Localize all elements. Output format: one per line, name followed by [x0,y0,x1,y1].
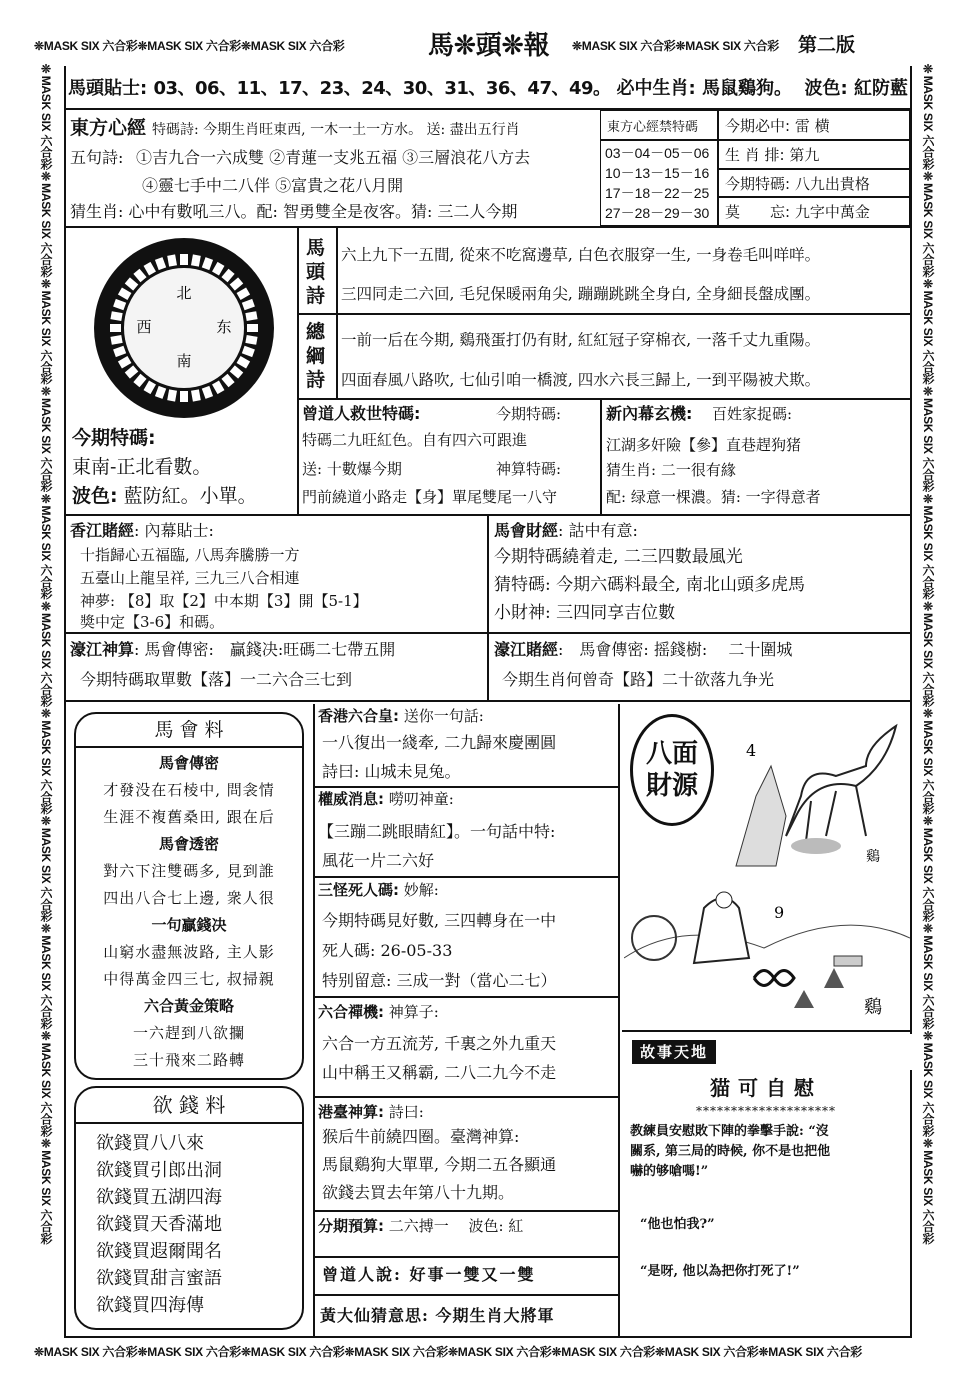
special-line: 東南-正北看數。 [72,456,212,478]
border-pattern-text: ❊MASK SIX 六合彩 [39,384,53,492]
yuqian-panel [74,1086,304,1330]
mahui-panel [74,712,304,1080]
zeng-line: 神算特碼: [496,460,562,478]
border-pattern-text: ❊MASK SIX 六合彩 [921,62,935,170]
story-title: 猫可自慰 [710,1076,822,1100]
forbidden-row: 27－28－29－30 [605,205,710,221]
border-pattern-text: ❊MASK SIX 六合彩 [921,276,935,385]
haojiang-du-header: 濠江賭經: 馬會傳密: 摇錢樹: 二十圍城 [494,640,793,659]
haojiang-shen-line: 今期特碼取單數【落】一二六合三七到 [80,670,353,689]
wave-label: 波色: [804,78,848,99]
east-poem: 特碼詩: 今期生肖旺東西, 一木一土一方水。 送: 盡出五行肖 [152,122,520,138]
horse-poem-title: 馬頭詩 [306,237,326,307]
story-divider: ******************** [696,1104,836,1118]
compass-dial [88,232,280,424]
border-pattern-text: ❊MASK SIX 六合彩 [39,491,53,600]
compass-north: 北 [176,284,192,302]
border-pattern-text: ❊MASK SIX 六合彩 [137,39,241,53]
sanguai-line: 特别留意: 三成一對（當心二七） [322,971,557,990]
border-pattern-text: ❊MASK SIX 六合彩 [39,599,53,707]
zeng-says: 曾道人說: 好事一雙又一雙 [322,1265,536,1284]
border-pattern-text: ❊MASK SIX 六合彩 [39,706,53,815]
horse-poem-line: 三四同走二六回, 毛兒保暖兩角尖, 蹦蹦跳跳全身白, 全身細長盤成團。 [341,285,821,303]
gangtai-line: 馬鼠鷄狗大單單, 今期二五各顯通 [322,1155,557,1174]
zeng-title: 曾道人救世特碼: [302,404,421,423]
chicken-char: 鷄 [864,997,882,1018]
yuqian-item: 欲錢買五湖四海 [96,1187,222,1208]
bamian-logo: 八面財源 [630,714,714,826]
compass-tick [180,254,188,265]
tips-numbers: 03、06、11、17、23、24、30、31、36、47、49。 [153,78,611,99]
mahui-section-title: 六合黃金策略 [143,997,234,1015]
mahui-line: 對六下注雙碼多, 見到誰 [103,862,275,880]
xiangjiang-line: 神夢: 【8】取【2】中本期【3】開【5-1】 [80,592,368,610]
quanwei-line: 風花一片二六好 [322,851,435,870]
side-row: 生 肖 排: 第九 [718,140,910,169]
sanguai-line: 今期特碼見好數, 三四轉身在一中 [322,911,557,930]
cai-line: 小財神: 三四同享吉位數 [494,603,676,623]
border-pattern-top [34,38,418,54]
yuqian-item: 欲錢買遐爾聞名 [96,1241,222,1262]
mahui-line: 三十飛來二路轉 [132,1051,245,1069]
border-pattern-top-middle [572,38,790,54]
gangtai-line: 欲錢去買去年第八十九期。 [322,1183,515,1202]
border-pattern-text: ❊MASK SIX 六合彩 [34,1345,138,1359]
xin-line: 猜生肖: 二一很有緣 [606,461,736,479]
xin-title: 新內幕玄機: [606,404,693,423]
story-paragraph: 教練員安慰敗下陣的拳擊手說: “沒 關系, 第三局的時候, 你不是也把他 嚇的够嗆嗎!” [630,1124,831,1179]
border-pattern-text: ❊MASK SIX 六合彩 [921,1029,935,1137]
haojiang-shen-header: 濠江神算: 馬會傳密: 贏錢决:旺碼二七帶五開 [70,640,396,659]
hk-header: 香港六合皇: 送你一句話: [318,707,484,725]
border-pattern-text: ❊MASK SIX 六合彩 [921,599,935,707]
tips-row [68,78,611,100]
border-pattern-text: ❊MASK SIX 六合彩 [241,39,345,53]
huang-says: 黃大仙猜意思: 今期生肖大將軍 [320,1306,555,1325]
border-pattern-text: ❊MASK SIX 六合彩 [921,814,935,922]
xiangjiang-line: 五臺山上龍呈祥, 三九三八合相連 [80,569,300,587]
side-row: 今期必中: 雷 横 [718,110,910,140]
mahui-line: 生涯不複舊桑田, 跟在后 [103,808,275,826]
mahui-section-title: 馬會傳密 [158,754,219,772]
east-title: 東方心經 [70,117,147,139]
main-poem-line: 四面春風八路吹, 七仙引咱一橋渡, 四水六長三歸上, 一到平陽被犬欺。 [341,371,821,389]
story-quote-2: “是呀, 他以為把你打死了!” [640,1264,800,1279]
zeng-line: 送: 十數爆今期 [302,460,402,478]
border-pattern-text: ❊MASK SIX 六合彩 [137,1345,241,1359]
border-pattern-text: ❊MASK SIX 六合彩 [921,1136,935,1244]
mahui-line: 一六趕到八欲攔 [132,1024,245,1042]
xiangjiang-line: 獎中定【3-6】和碼。 [80,613,225,631]
border-pattern-text: ❊MASK SIX 六合彩 [39,1029,53,1137]
five-poem-label: 五句詩: [70,148,124,167]
border-pattern-text: ❊MASK SIX 六合彩 [921,491,935,600]
quanwei-header: 權威消息: 嘮叨神童: [318,790,454,808]
xiangjiang-header: 香江賭經: 內幕貼士: [70,521,214,540]
wave-value: 紅防藍 [854,78,908,99]
xin-sub: 百姓家捉碼: [712,405,793,423]
xiangjiang-line: 十指歸心五福臨, 八馬奔騰勝一方 [80,546,300,564]
side-row: 今期特碼: 八九出貴格 [718,169,910,197]
forbidden-title: 東方心經禁特碼 [600,110,718,140]
chicken-num: 9 [774,903,785,922]
zodiac-value: 馬鼠鷄狗。 [701,78,792,99]
mahui-section-title: 馬會透密 [158,835,219,853]
yuqian-item: 欲錢買天香滿地 [96,1214,222,1235]
compass-tick [180,391,188,402]
yuqian-item: 欲錢買八八來 [96,1133,204,1154]
border-pattern-left [36,62,54,1338]
mahui-line: 中得萬金四三七, 叔掃親 [103,970,275,988]
border-pattern-text: ❊MASK SIX 六合彩 [39,169,53,277]
yuqian-title: 欲 錢 料 [76,1088,302,1124]
border-pattern-text: ❊MASK SIX 六合彩 [34,39,138,53]
gangtai-line: 猴后牛前繞四圈。臺灣神算: [322,1127,520,1146]
border-pattern-text: ❊MASK SIX 六合彩 [551,1345,655,1359]
border-pattern-right [918,62,936,1338]
forbidden-row: 17－18－22－25 [605,185,710,201]
yuqian-item: 欲錢買甜言蜜語 [96,1268,222,1289]
xin-line: 江湖多奸險【參】直巷趕狗猪 [606,436,802,454]
border-pattern-text: ❊MASK SIX 六合彩 [39,276,53,385]
mahui-title: 馬 會 料 [76,714,302,748]
compass-east: 东 [216,318,232,336]
chicken-illustration [624,878,910,1028]
tips-bar [68,78,908,100]
mahui-section-title: 一句贏錢决 [151,916,227,934]
hk-line: 詩曰: 山城未見兔。 [322,762,461,781]
side-row: 莫 忘: 九字中萬金 [718,197,910,226]
gangtai-header: 港臺神算: 詩曰: [318,1103,424,1121]
border-pattern-text: ❊MASK SIX 六合彩 [921,384,935,492]
border-pattern-text: ❊MASK SIX 六合彩 [39,921,53,1030]
border-pattern-text: ❊MASK SIX 六合彩 [344,1345,448,1359]
border-pattern-text: ❊MASK SIX 六合彩 [921,921,935,1030]
cai-line: 猜特碼: 今期六碼料最全, 南北山頭多虎馬 [494,575,805,595]
border-pattern-bottom [34,1344,939,1360]
story-quote-1: “他也怕我?” [640,1217,715,1232]
main-poem-title: 總綱詩 [306,321,326,391]
compass-west: 西 [136,318,152,336]
chanji-line: 山中稱王又稱霸, 二八二九今不走 [322,1063,557,1082]
mahui-line: 四出八合七上邊, 衆人很 [103,889,275,907]
five-poem-1: ①吉九合一六成雙 ②青蓮一支兆五福 ③三層浪花八方去 [136,148,531,167]
compass-south: 南 [176,352,192,370]
cai-header: 馬會財經: 詁中有意: [494,521,638,540]
mahui-line: 山窮水盡無波路, 主人影 [103,943,275,961]
mahui-line: 才發没在石棱中, 問衾情 [103,781,275,799]
chanji-line: 六合一方五流芳, 千裏之外九重天 [322,1034,557,1053]
zeng-sub: 今期特碼: [496,405,562,423]
horse-char: 鷄 [866,849,880,865]
border-pattern-text: ❊MASK SIX 六合彩 [921,706,935,815]
zodiac-label: 必中生肖: [616,78,696,99]
border-pattern-text: ❊MASK SIX 六合彩 [39,814,53,922]
chanji-header: 六合禪機: 神算子: [318,1003,439,1021]
compass-tick [110,324,121,332]
border-pattern-text: ❊MASK SIX 六合彩 [39,1136,53,1244]
forbidden-list [600,140,718,226]
compass-tick [247,324,258,332]
horse-num: 4 [746,741,757,760]
yuqian-item: 欲錢買四海傳 [96,1295,204,1316]
edition-label: 第二版 [798,34,856,56]
border-pattern-text: ❊MASK SIX 六合彩 [39,62,53,170]
fenqi-row: 分期預算: 二六搏一 波色: 紅 [318,1217,524,1235]
border-pattern-text: ❊MASK SIX 六合彩 [448,1345,552,1359]
special-wave: 波色: 藍防紅。小單。 [72,485,257,507]
yuqian-item: 欲錢買引郎出洞 [96,1160,222,1181]
forbidden-row: 10－13－15－16 [605,165,710,181]
east-guess: 猜生肖: 心中有數吼三八。配: 智勇雙全是夜客。猜: 三二人今期 [70,202,518,221]
zeng-line: 門前繞道小路走【身】單尾雙尾一八守 [302,488,558,506]
haojiang-du-line: 今期生肖何曾奇【路】二十欲落九争光 [502,670,775,689]
five-poem-2: ④靈七手中二八伴 ⑤富貴之花八月開 [142,176,404,195]
zodiac-row [616,78,908,100]
main-poem-line: 一前一后在今期, 鷄飛蛋打仍有財, 紅紅冠子穿棉衣, 一落千丈九重陽。 [341,331,821,349]
border-pattern-text: ❊MASK SIX 六合彩 [675,39,779,53]
special-title: 今期特碼: [72,427,156,449]
border-pattern-text: ❊MASK SIX 六合彩 [572,39,676,53]
story-tag: 故事天地 [632,1040,716,1064]
xin-line: 配: 绿意一棵濃。猜: 一字得意者 [606,488,821,506]
tips-label: 馬頭貼士: [68,78,148,99]
horse-poem-line: 六上九下一五間, 從來不吃窩邊草, 白色衣服穿一生, 一身卷毛叫咩咩。 [341,246,821,264]
horse-illustration [716,706,910,876]
masthead-title: 馬❊頭❊報 [428,31,550,61]
sanguai-line: 死人碼: 26-05-33 [322,941,453,960]
border-pattern-text: ❊MASK SIX 六合彩 [241,1345,345,1359]
border-pattern-text: ❊MASK SIX 六合彩 [655,1345,759,1359]
cai-line: 今期特碼繞着走, 二三四數最風光 [494,547,743,567]
hk-line: 一八復出一綫牽, 二九歸來慶團圓 [322,733,557,752]
border-pattern-text: ❊MASK SIX 六合彩 [758,1345,862,1359]
forbidden-row: 03－04－05－06 [605,145,710,161]
border-pattern-text: ❊MASK SIX 六合彩 [921,169,935,277]
zeng-line: 特碼二九旺紅色。自有四六可跟進 [302,431,528,449]
sanguai-header: 三怪死人碼: 妙解: [318,881,439,899]
quanwei-line: 【三蹦二跳眼睛紅】。一句話中特: [318,822,556,841]
